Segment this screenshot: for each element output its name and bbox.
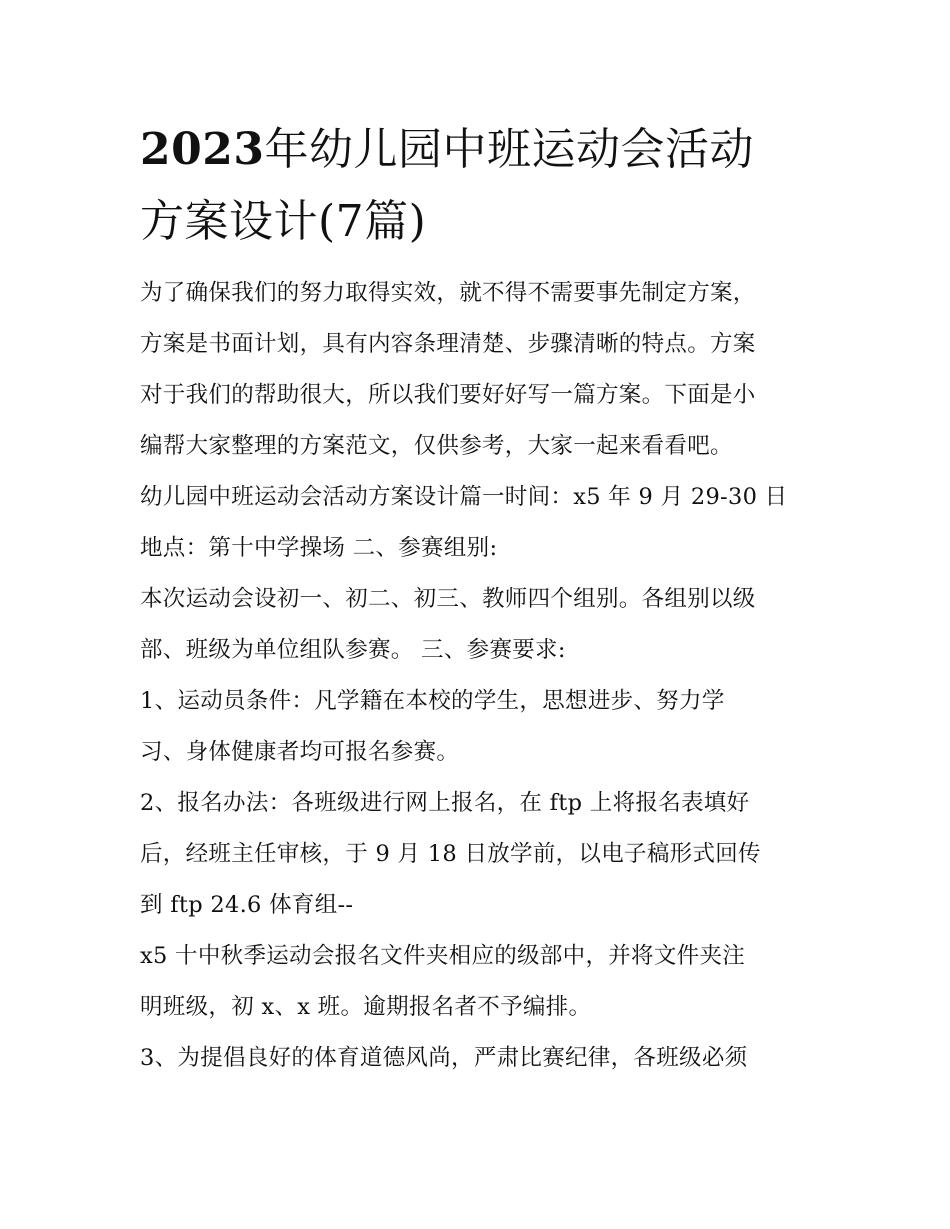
title-text: 方案设计(7篇) [140, 196, 427, 247]
text-line: 对于我们的帮助很大，所以我们要好好写一篇方案。下面是小 [140, 382, 756, 408]
document-body [140, 268, 820, 1084]
text-line: 1、运动员条件：凡学籍在本校的学生，思想进步、努力学 [140, 688, 725, 714]
paragraph-time-location [140, 472, 820, 574]
paragraph-requirement-2 [140, 778, 820, 931]
paragraph-requirement-1 [140, 676, 820, 778]
paragraph-requirement-3 [140, 1033, 820, 1084]
text-line: 2、报名办法：各班级进行网上报名，在 ftp 上将报名表填好 [140, 790, 750, 816]
text-line: 部、班级为单位组队参赛。 三、参赛要求: [140, 637, 566, 663]
paragraph-registration-folder [140, 931, 820, 1033]
text-line: 明班级，初 x、x 班。逾期报名者不予编排。 [140, 994, 592, 1020]
text-line: 到 ftp 24.6 体育组-- [140, 892, 354, 918]
text-line: 3、为提倡良好的体育道德风尚，严肃比赛纪律，各班级必须 [140, 1045, 748, 1071]
text-line: 为了确保我们的努力取得实效，就不得不需要事先制定方案， [140, 280, 756, 306]
text-line: x5 十中秋季运动会报名文件夹相应的级部中，并将文件夹注 [140, 943, 746, 969]
document-title [140, 114, 820, 258]
text-line: 幼儿园中班运动会活动方案设计篇一时间：x5 年 9 月 29-30 日 [140, 484, 788, 510]
text-line: 习、身体健康者均可报名参赛。 [140, 739, 460, 765]
text-line: 本次运动会设初一、初二、初三、教师四个组别。各组别以级 [140, 586, 756, 612]
text-line: 编帮大家整理的方案范文，仅供参考，大家一起来看看吧。 [140, 433, 733, 459]
paragraph-intro [140, 268, 820, 472]
title-year: 2023 [140, 124, 265, 175]
paragraph-groups [140, 574, 820, 676]
title-line-1 [140, 114, 820, 186]
text-line: 方案是书面计划，具有内容条理清楚、步骤清晰的特点。方案 [140, 331, 756, 357]
text-line: 地点：第十中学操场 二、参赛组别: [140, 535, 498, 561]
text-line: 后，经班主任审核，于 9 月 18 日放学前，以电子稿形式回传 [140, 841, 761, 867]
document-page [140, 114, 820, 1084]
title-text: 年幼儿园中班运动会活动 [264, 124, 754, 175]
title-line-2 [140, 186, 820, 258]
